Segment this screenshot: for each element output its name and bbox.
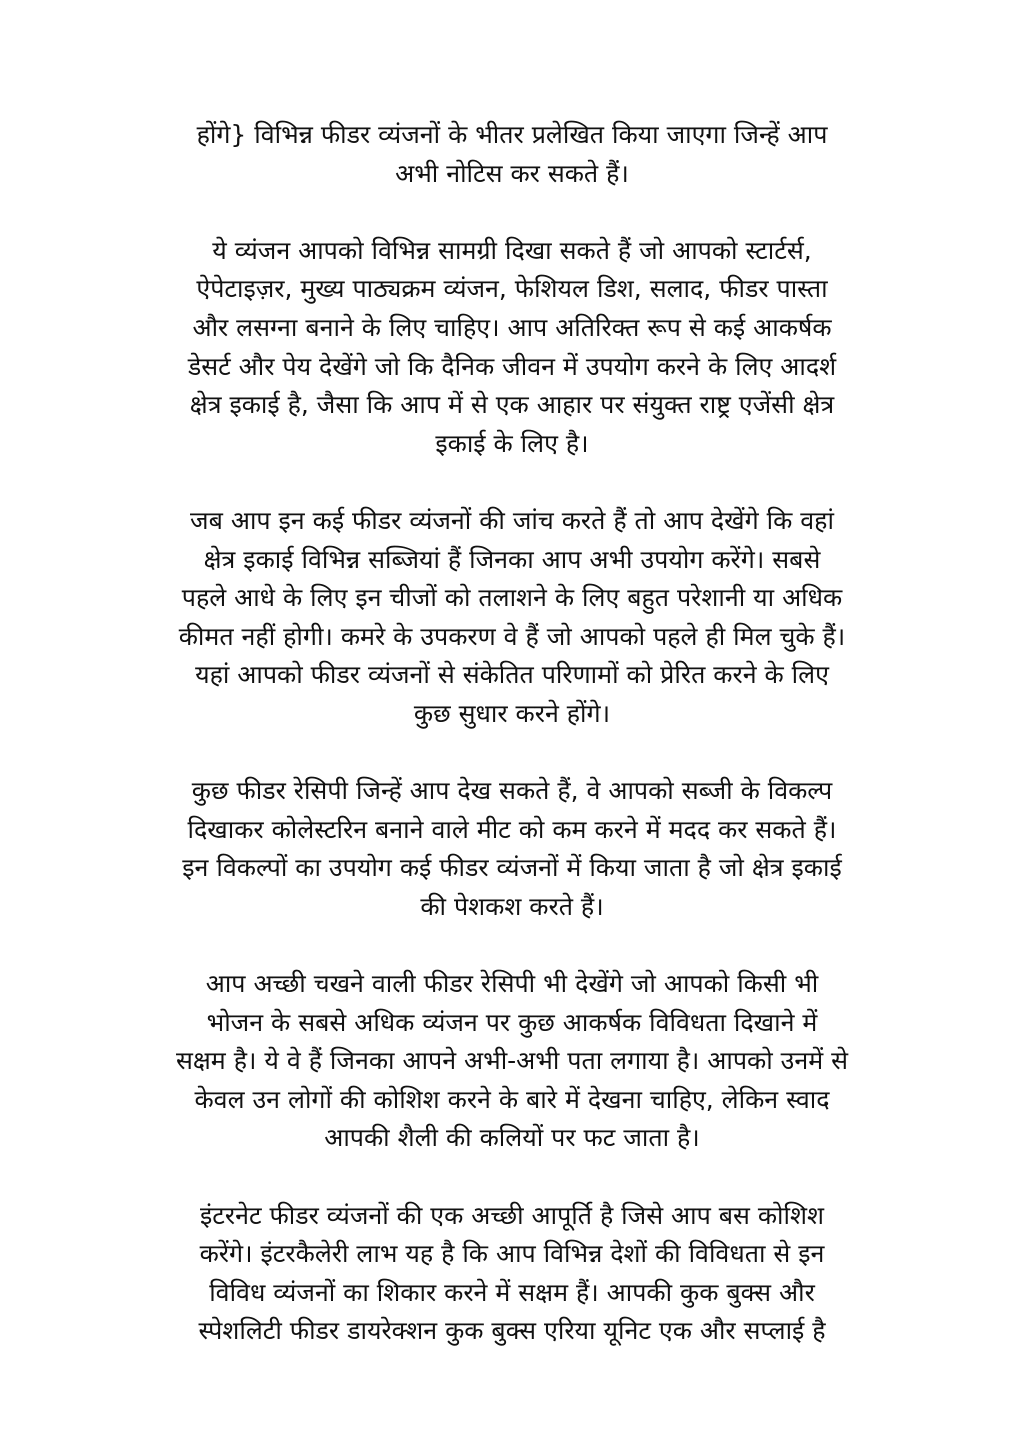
text-line: भोजन के सबसे अधिक व्यंजन पर कुछ आकर्षक विविधता दिखाने में	[206, 1007, 818, 1037]
text-line: इकाई के लिए है।	[435, 428, 589, 458]
text-line: पहले आधे के लिए इन चीजों को तलाशने के लिए बहुत परेशानी या अधिक	[181, 583, 843, 613]
text-line: दिखाकर कोलेस्टरिन बनाने वाले मीट को कम करने में मदद कर सकते हैं।	[187, 814, 837, 844]
paragraph-4	[110, 772, 914, 926]
document-body	[110, 116, 914, 1390]
text-line: सक्षम है। ये वे हैं जिनका आपने अभी-अभी पता लगाया है। आपको उनमें से	[175, 1046, 849, 1076]
paragraph-1	[110, 116, 914, 193]
text-line: कुछ फीडर रेसिपी जिन्हें आप देख सकते हैं, वे आपको सब्जी के विकल्प	[191, 776, 833, 806]
text-line: कीमत नहीं होगी। कमरे के उपकरण वे हैं जो आपको पहले ही मिल चुके हैं।	[178, 621, 846, 651]
text-line: अभी नोटिस कर सकते हैं।	[395, 158, 629, 188]
text-line: स्पेशलिटी फीडर डायरेक्शन कुक बुक्स एरिया यूनिट एक और सप्लाई है	[198, 1316, 826, 1346]
paragraph-5	[110, 965, 914, 1158]
text-line: होंगे} विभिन्न फीडर व्यंजनों के भीतर प्रलेखित किया जाएगा जिन्हें आप	[196, 120, 828, 149]
paragraph-3	[110, 502, 914, 734]
text-line: इंटरनेट फीडर व्यंजनों की एक अच्छी आपूर्ति है जिसे आप बस कोशिश	[199, 1200, 825, 1230]
text-line: क्षेत्र इकाई विभिन्न सब्जियां हैं जिनका आप अभी उपयोग करेंगे। सबसे	[203, 544, 821, 574]
text-line: इन विकल्पों का उपयोग कई फीडर व्यंजनों में किया जाता है जो क्षेत्र इकाई	[182, 853, 842, 883]
text-line: विविध व्यंजनों का शिकार करने में सक्षम हैं। आपकी कुक बुक्स और	[209, 1277, 815, 1307]
paragraph-2	[110, 232, 914, 464]
text-line: की पेशकश करते हैं।	[420, 891, 604, 921]
text-line: यहां आपको फीडर व्यंजनों से संकेतित परिणामों को प्रेरित करने के लिए	[195, 660, 829, 690]
text-line: जब आप इन कई फीडर व्यंजनों की जांच करते हैं तो आप देखेंगे कि वहां	[190, 505, 834, 535]
text-line: क्षेत्र इकाई है, जैसा कि आप में से एक आहार पर संयुक्त राष्ट्र एजेंसी क्षेत्र	[189, 390, 835, 420]
text-line: करेंगे। इंटरकैलेरी लाभ यह है कि आप विभिन्न देशों की विविधता से इन	[199, 1239, 825, 1269]
text-line: केवल उन लोगों की कोशिश करने के बारे में देखना चाहिए, लेकिन स्वाद	[194, 1084, 830, 1114]
text-line: डेसर्ट और पेय देखेंगे जो कि दैनिक जीवन में उपयोग करने के लिए आदर्श	[187, 351, 837, 381]
paragraph-6	[110, 1197, 914, 1351]
text-line: ऐपेटाइज़र, मुख्य पाठ्यक्रम व्यंजन, फेशियल डिश, सलाद, फीडर पास्ता	[196, 274, 828, 304]
text-line: ये व्यंजन आपको विभिन्न सामग्री दिखा सकते हैं जो आपको स्टार्टर्स,	[212, 235, 812, 265]
text-line: आपकी शैली की कलियों पर फट जाता है।	[324, 1123, 700, 1153]
text-line: और लसग्ना बनाने के लिए चाहिए। आप अतिरिक्त रूप से कई आकर्षक	[192, 312, 832, 342]
text-line: कुछ सुधार करने होंगे।	[413, 698, 611, 728]
text-line: आप अच्छी चखने वाली फीडर रेसिपी भी देखेंगे जो आपको किसी भी	[205, 969, 819, 999]
